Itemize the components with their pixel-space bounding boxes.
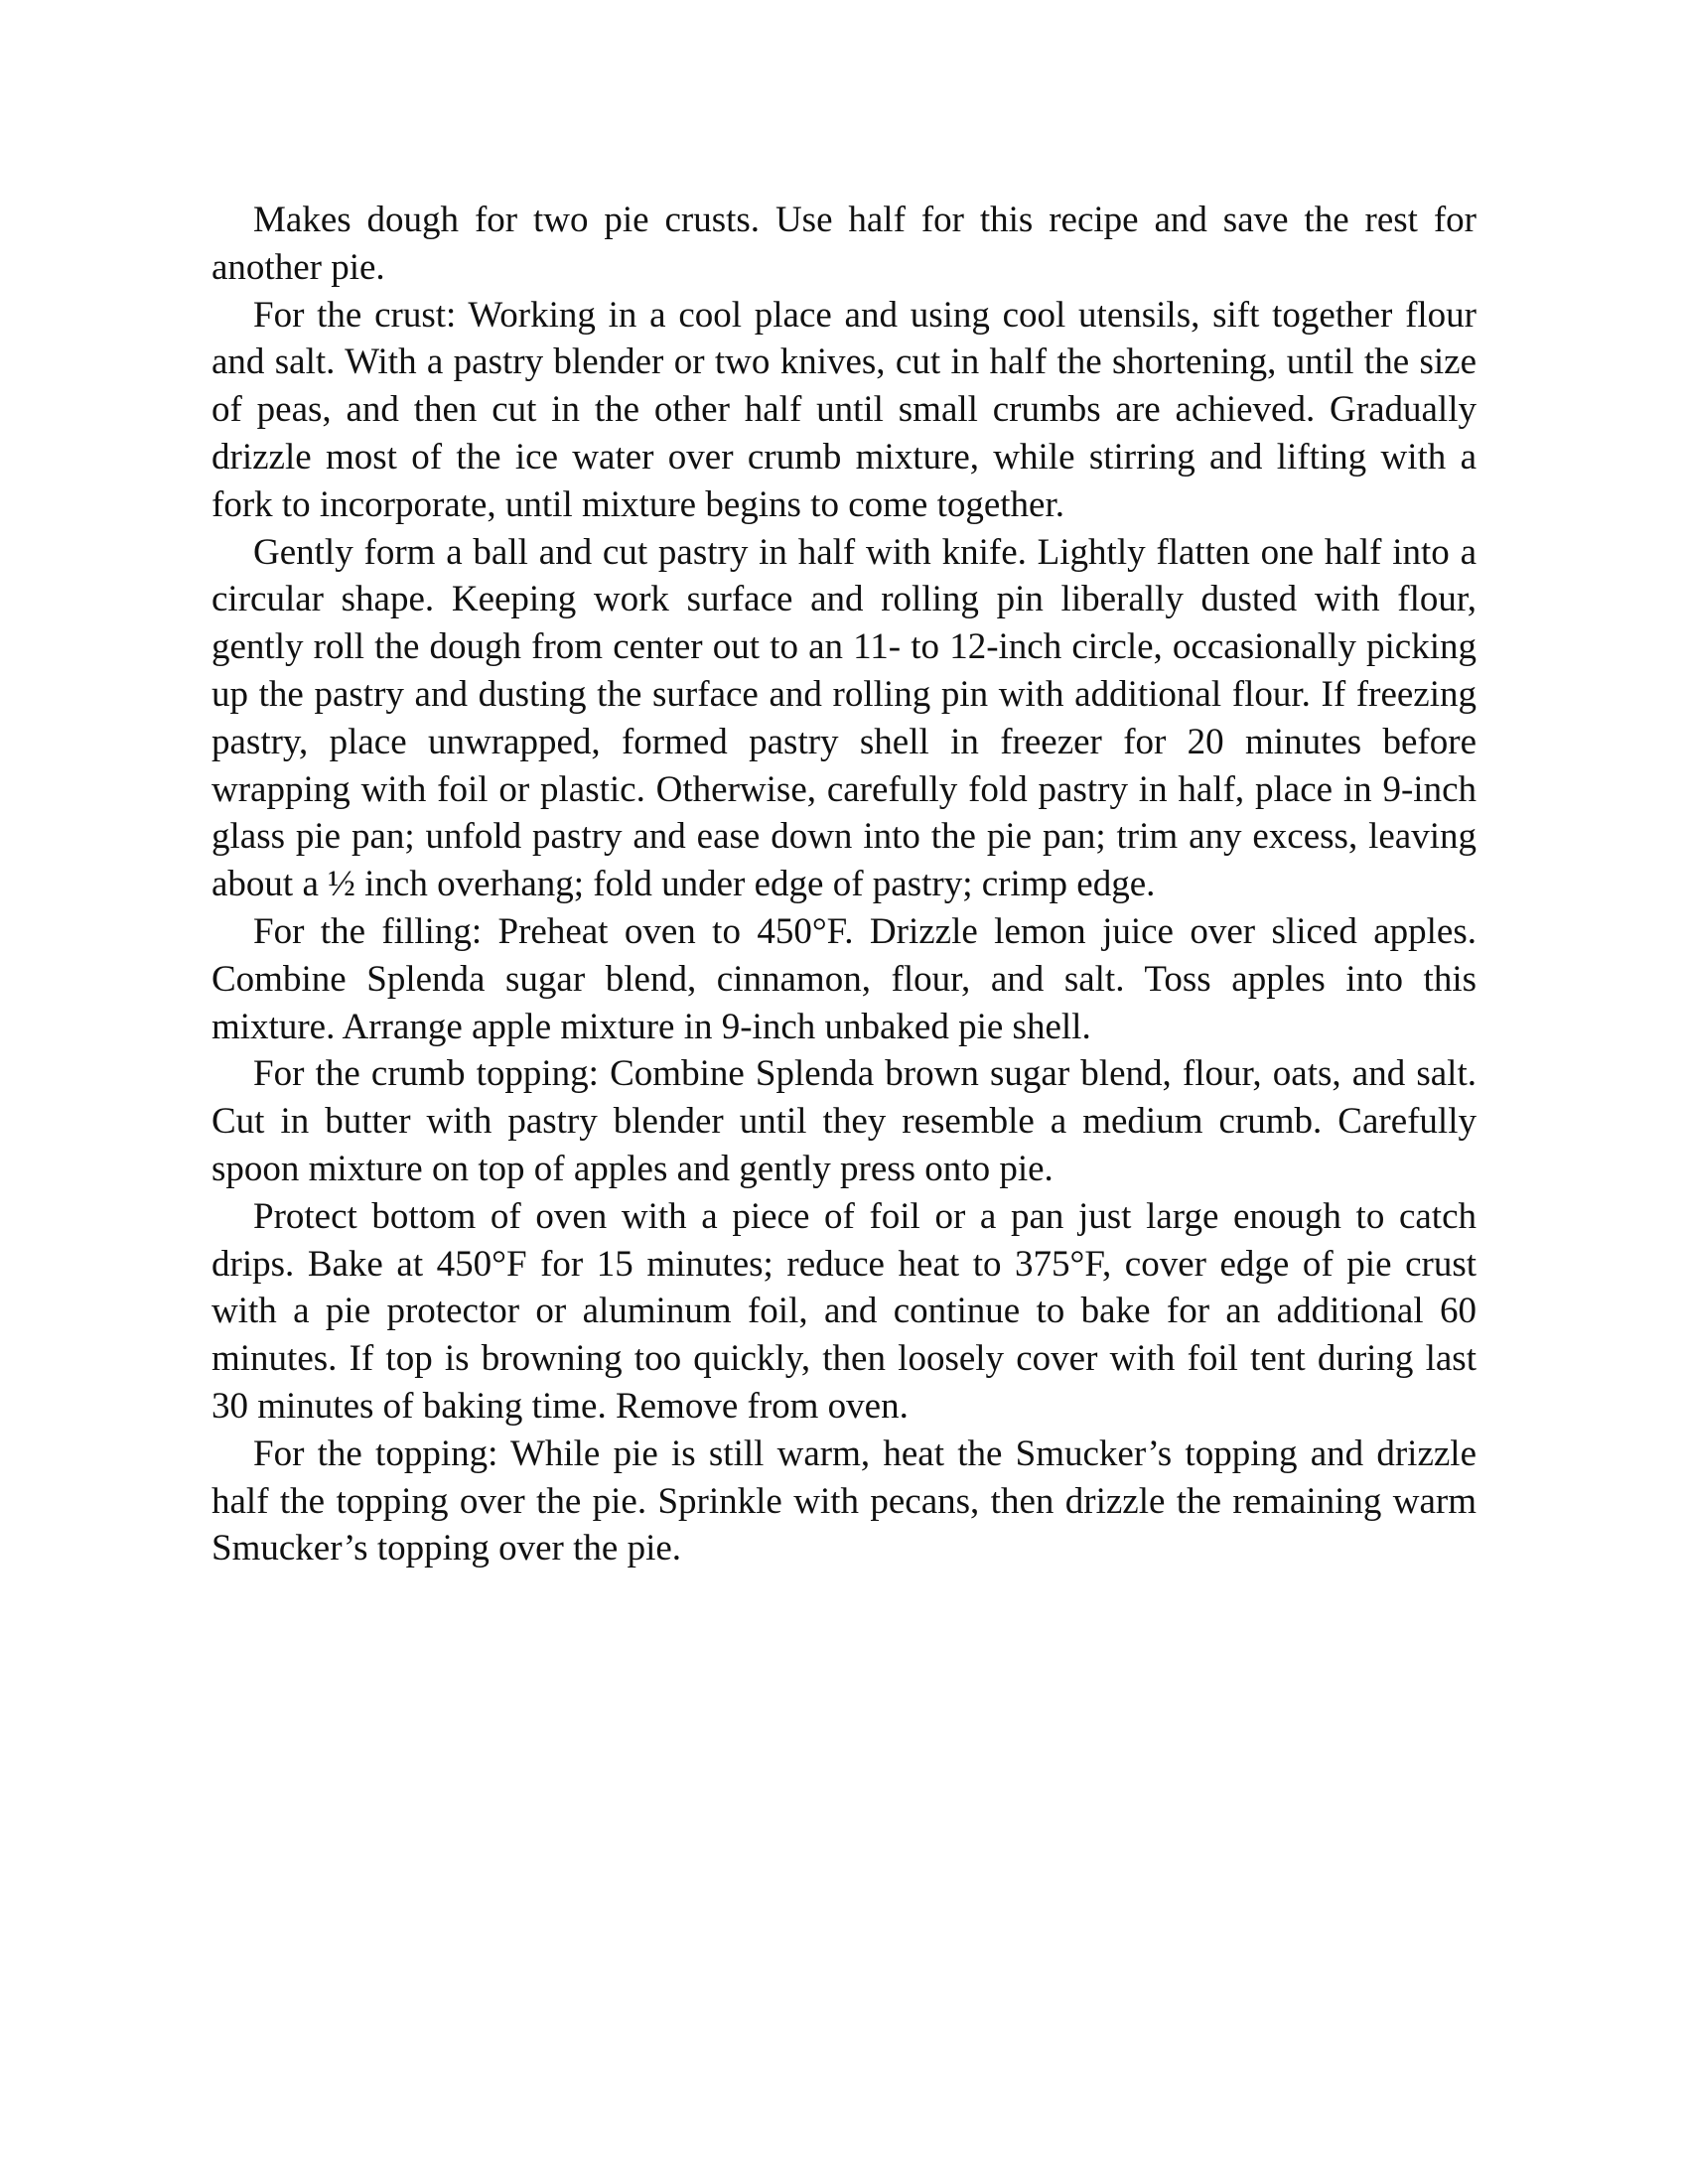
paragraph-crumb-topping: For the crumb topping: Combine Splenda brown sugar blend, flour, oats, and salt. Cut in butter with pastry blender until they resemble a medium crumb. Carefully spoon mixture on top of apples and gently press onto pie.	[211, 1053, 1477, 1189]
paragraph-topping: For the topping: While pie is still warm, heat the Smucker’s topping and drizzle half the topping over the pie. Sprinkle with pecans, then drizzle the remaining warm Smucker’s topping over the pie.	[211, 1433, 1477, 1570]
paragraph-filling: For the filling: Preheat oven to 450°F. Drizzle lemon juice over sliced apples. Combine Splenda sugar blend, cinnamon, flour, and salt. Toss apples into this mixture. Arrange apple mixture in 9-inch unbaked pie shell.	[211, 910, 1477, 1047]
paragraph-baking: Protect bottom of oven with a piece of foil or a pan just large enough to catch drips. Bake at 450°F for 15 minutes; reduce heat to 375°F, cover edge of pie crust with a pie protector or aluminum foil, and continue to bake for an additional 60 minutes. If top is browning too quickly, then loosely cover with foil tent during last 30 minutes of baking time. Remove from oven.	[211, 1195, 1477, 1427]
paragraph-rolling: Gently form a ball and cut pastry in half with knife. Lightly flatten one half into a circular shape. Keeping work surface and rolling pin liberally dusted with flour, gently roll the dough from center out to an 11- to 12-inch circle, occasionally picking up the pastry and dusting the surface and rolling pin with additional flour. If freezing pastry, place unwrapped, formed pastry shell in freezer for 20 minutes before wrapping with foil or plastic. Otherwise, carefully fold pastry in half, place in 9-inch glass pie pan; unfold pastry and ease down into the pie pan; trim any excess, leaving about a ½ inch overhang; fold under edge of pastry; crimp edge.	[211, 531, 1477, 905]
recipe-instructions	[211, 197, 1477, 1572]
paragraph-intro: Makes dough for two pie crusts. Use half for this recipe and save the rest for another pie.	[211, 200, 1477, 288]
paragraph-crust: For the crust: Working in a cool place and using cool utensils, sift together flour and salt. With a pastry blender or two knives, cut in half the shortening, until the size of peas, and then cut in the other half until small crumbs are achieved. Gradually drizzle most of the ice water over crumb mixture, while stirring and lifting with a fork to incorporate, until mixture begins to come together.	[211, 294, 1477, 525]
